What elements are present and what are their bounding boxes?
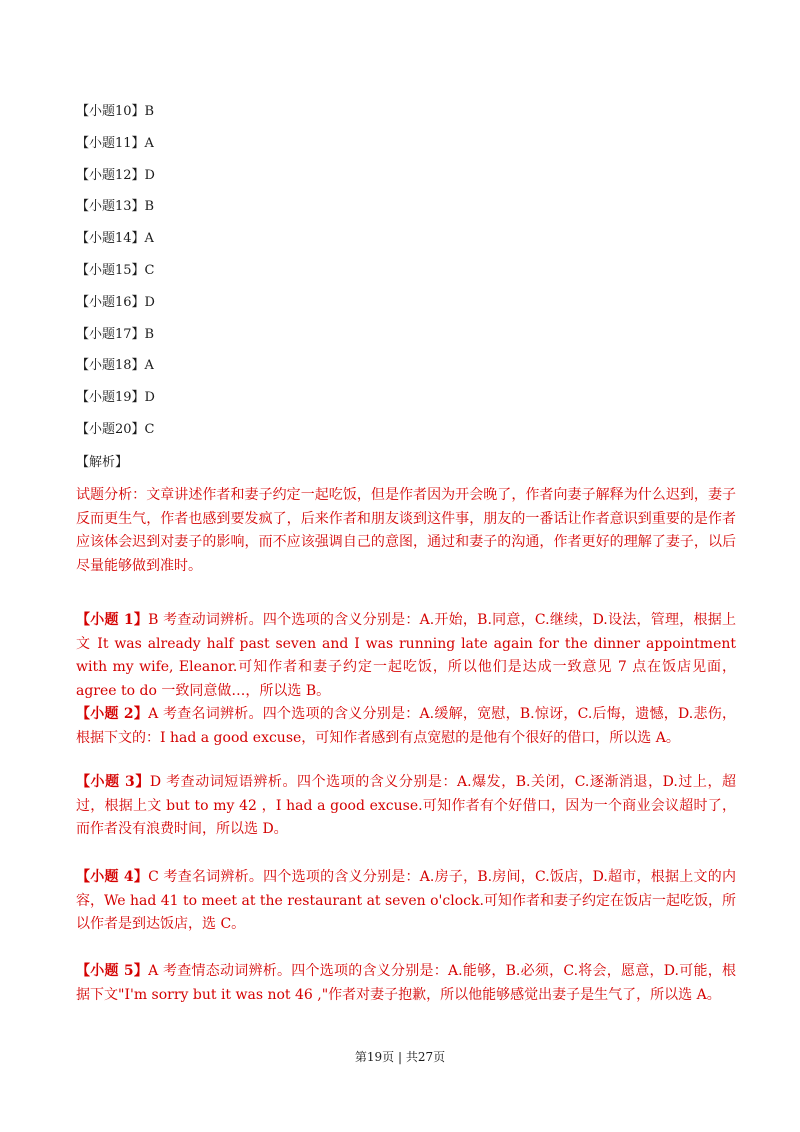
explanation-tag: 【小题 1】 [76,612,149,628]
section-label: 【解析】 [76,455,129,470]
explanation-item [76,960,736,1007]
explanation-tag: 【小题 3】 [76,774,150,790]
answer-item: 【小题20】C [76,421,155,437]
explanation-tag: 【小题 2】 [76,706,149,722]
explanation-tag: 【小题 5】 [76,963,149,979]
answer-list [76,102,155,452]
explanation-text: D 考查动词短语辨析。四个选项的含义分别是：A.爆发，B.关闭，C.逐渐消退，D.过上，超过，根据上文 but to my 42 ，I had a good excuse.可知作者有个好借口，因为一个商业会议超时了，而作者没有浪费时间，所以选 D。 [76,774,736,837]
explanation-item [76,609,736,703]
analysis-paragraph: 试题分析：文章讲述作者和妻子约定一起吃饭，但是作者因为开会晚了，作者向妻子解释为什么迟到，妻子反而更生气，作者也感到要发疯了，后来作者和朋友谈到这件事，朋友的一番话让作者意识到重要的是作者应该体会迟到对妻子的影响，而不应该强调自己的意图，通过和妻子的沟通，作者更好的理解了妻子，以后尽量能够做到准时。 [76,487,736,574]
explanation-tag: 【小题 4】 [76,869,149,885]
answer-item: 【小题17】B [76,326,155,342]
explanation-text: A 考查名词辨析。四个选项的含义分别是：A.缓解，宽慰，B.惊讶，C.后悔，遗憾，D.悲伤，根据下文的：I had a good excuse，可知作者感到有点宽慰的是他有个很好的借口，所以选 A。 [76,706,736,746]
explanation-text: C 考查名词辨析。四个选项的含义分别是：A.房子，B.房间，C.饭店，D.超市，根据上文的内容，We had 41 to meet at the restaurant at seven o'clock.可知作者和妻子约定在饭店一起吃饭，所以作者是到达饭店，选 C。 [76,869,736,932]
answer-item: 【小题15】C [76,262,155,278]
explanation-text: B 考查动词辨析。四个选项的含义分别是：A.开始，B.同意，C.继续，D.设法，管理，根据上文 It was already half past seven and I was running late again for the dinner appointment with my wife, Eleanor.可知作者和妻子约定一起吃饭，所以他们是达成一致意见 7 点在饭店见面，agree to do 一致同意做…，所以选 B。 [76,612,736,699]
explanation-text: A 考查情态动词辨析。四个选项的含义分别是：A.能够，B.必须，C.将会，愿意，D.可能，根据下文"I'm sorry but it was not 46 ,"作者对妻子抱歉，所以他能够感觉出妻子是生气了，所以选 A。 [76,963,736,1003]
explanation-item [76,866,736,937]
answer-item: 【小题11】A [76,135,154,151]
explanation-item [76,703,736,750]
answer-item: 【小题16】D [76,294,155,310]
page-number-footer: 第19页 | 共27页 [354,1050,446,1064]
explanation-item [76,771,736,842]
answer-item: 【小题12】D [76,167,155,183]
answer-item: 【小题10】B [76,104,155,119]
answer-item: 【小题18】A [76,358,154,374]
answer-item: 【小题19】D [76,390,155,406]
answer-item: 【小题13】B [76,199,155,215]
answer-item: 【小题14】A [76,231,154,247]
